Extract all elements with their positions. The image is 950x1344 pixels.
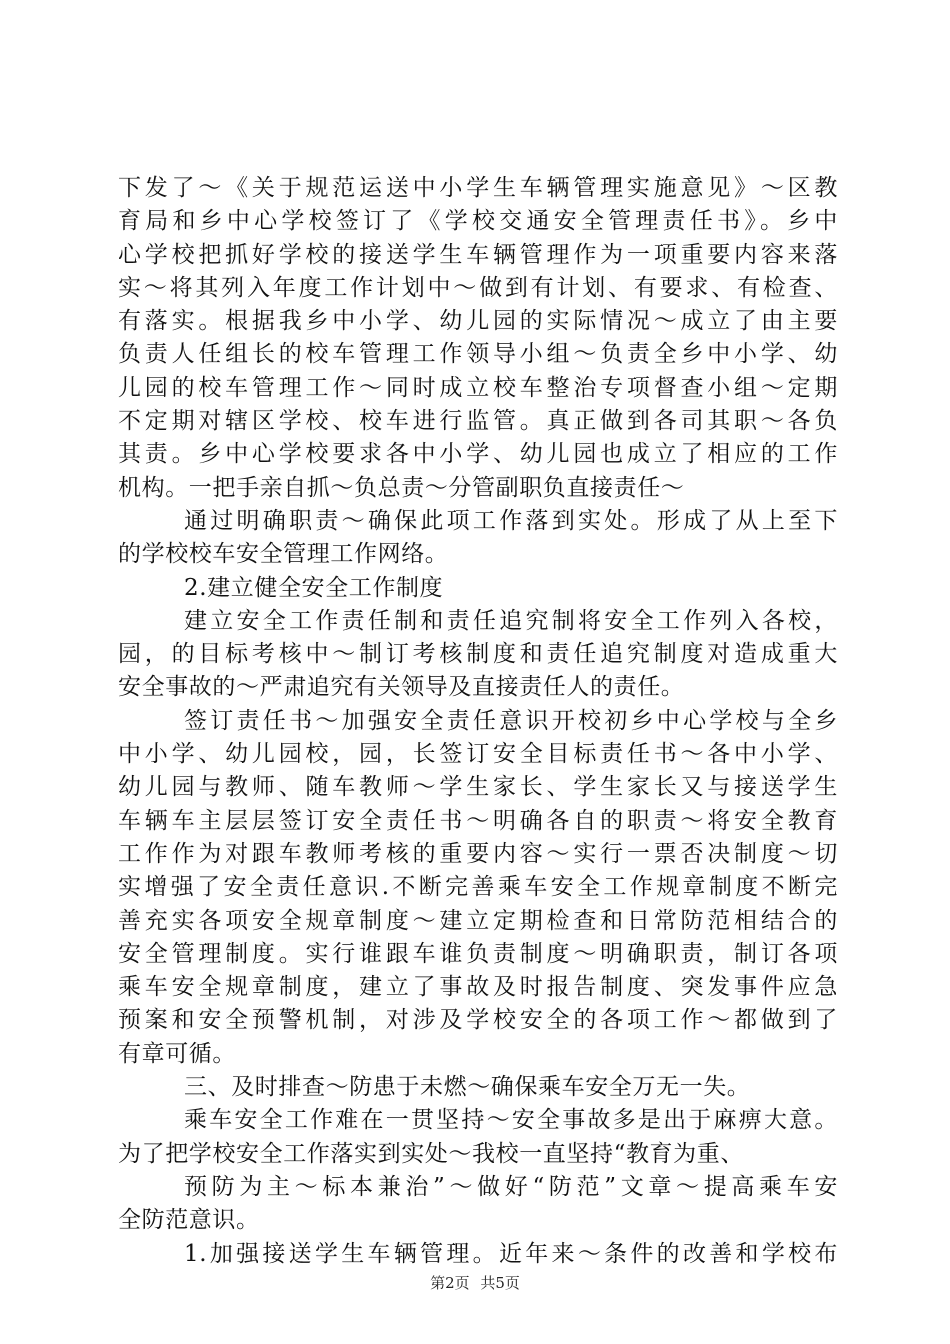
page-total: 共5页 xyxy=(480,1274,520,1292)
text-line: 签订责任书～加强安全责任意识开校初乡中心学校与全乡 xyxy=(184,707,838,734)
document-body xyxy=(118,172,838,1271)
text-line: 通过明确职责～确保此项工作落到实处。形成了从上至下 xyxy=(184,507,838,534)
text-line: 工作作为对跟车教师考核的重要内容～实行一票否决制度～切 xyxy=(118,840,838,867)
text-line: 为了把学校安全工作落实到实处～我校一直坚持“教育为重、 xyxy=(118,1140,744,1167)
page-number: 第2页 xyxy=(430,1274,470,1292)
text-line: 预防为主～标本兼治”～做好“防范”文章～提高乘车安 xyxy=(184,1173,838,1200)
text-line: 车辆车主层层签订安全责任书～明确各自的职责～将安全教育 xyxy=(118,807,838,834)
text-line: 乘车安全规章制度，建立了事故及时报告制度、突发事件应急 xyxy=(118,974,838,1001)
text-line: 2.建立健全安全工作制度 xyxy=(184,574,444,601)
text-line: 心学校把抓好学校的接送学生车辆管理作为一项重要内容来落 xyxy=(118,241,838,268)
text-line: 园，的目标考核中～制订考核制度和责任追究制度对造成重大 xyxy=(118,641,838,668)
text-line: 全防范意识。 xyxy=(118,1207,260,1234)
text-line: 中小学、幼儿园校，园，长签订安全目标责任书～各中小学、 xyxy=(118,741,838,768)
text-line: 1.加强接送学生车辆管理。近年来～条件的改善和学校布 xyxy=(184,1240,838,1267)
text-line: 不定期对辖区学校、校车进行监管。真正做到各司其职～各负 xyxy=(118,408,838,435)
text-line: 安全管理制度。实行谁跟车谁负责制度～明确职责，制订各项 xyxy=(118,940,838,967)
text-line: 儿园的校车管理工作～同时成立校车整治专项督查小组～定期 xyxy=(118,374,838,401)
text-line: 安全事故的～严肃追究有关领导及直接责任人的责任。 xyxy=(118,674,685,701)
text-line: 三、及时排查～防患于未燃～确保乘车安全万无一失。 xyxy=(184,1074,751,1101)
text-line: 乘车安全工作难在一贯坚持～安全事故多是出于麻痹大意。 xyxy=(184,1107,838,1134)
page-footer xyxy=(0,1272,950,1293)
text-line: 建立安全工作责任制和责任追究制将安全工作列入各校， xyxy=(184,607,838,634)
text-line: 其责。乡中心学校要求各中小学、幼儿园也成立了相应的工作 xyxy=(118,441,838,468)
text-line: 下发了～《关于规范运送中小学生车辆管理实施意见》～区教 xyxy=(118,175,838,201)
text-line: 善充实各项安全规章制度～建立定期检查和日常防范相结合的 xyxy=(118,907,838,934)
text-line: 有章可循。 xyxy=(118,1040,236,1067)
text-line: 预案和安全预警机制，对涉及学校安全的各项工作～都做到了 xyxy=(118,1007,838,1034)
text-line: 的学校校车安全管理工作网络。 xyxy=(118,541,449,568)
text-line: 实～将其列入年度工作计划中～做到有计划、有要求、有检查、 xyxy=(118,274,838,301)
text-line: 实增强了安全责任意识.不断完善乘车安全工作规章制度不断完 xyxy=(118,874,838,901)
text-line: 育局和乡中心学校签订了《学校交通安全管理责任书》。乡中 xyxy=(118,208,838,235)
text-line: 机构。一把手亲自抓～负总责～分管副职负直接责任～ xyxy=(118,474,685,501)
text-line: 幼儿园与教师、随车教师～学生家长、学生家长又与接送学生 xyxy=(118,774,838,801)
text-line: 负责人任组长的校车管理工作领导小组～负责全乡中小学、幼 xyxy=(118,341,838,368)
text-line: 有落实。根据我乡中小学、幼儿园的实际情况～成立了由主要 xyxy=(118,308,838,335)
